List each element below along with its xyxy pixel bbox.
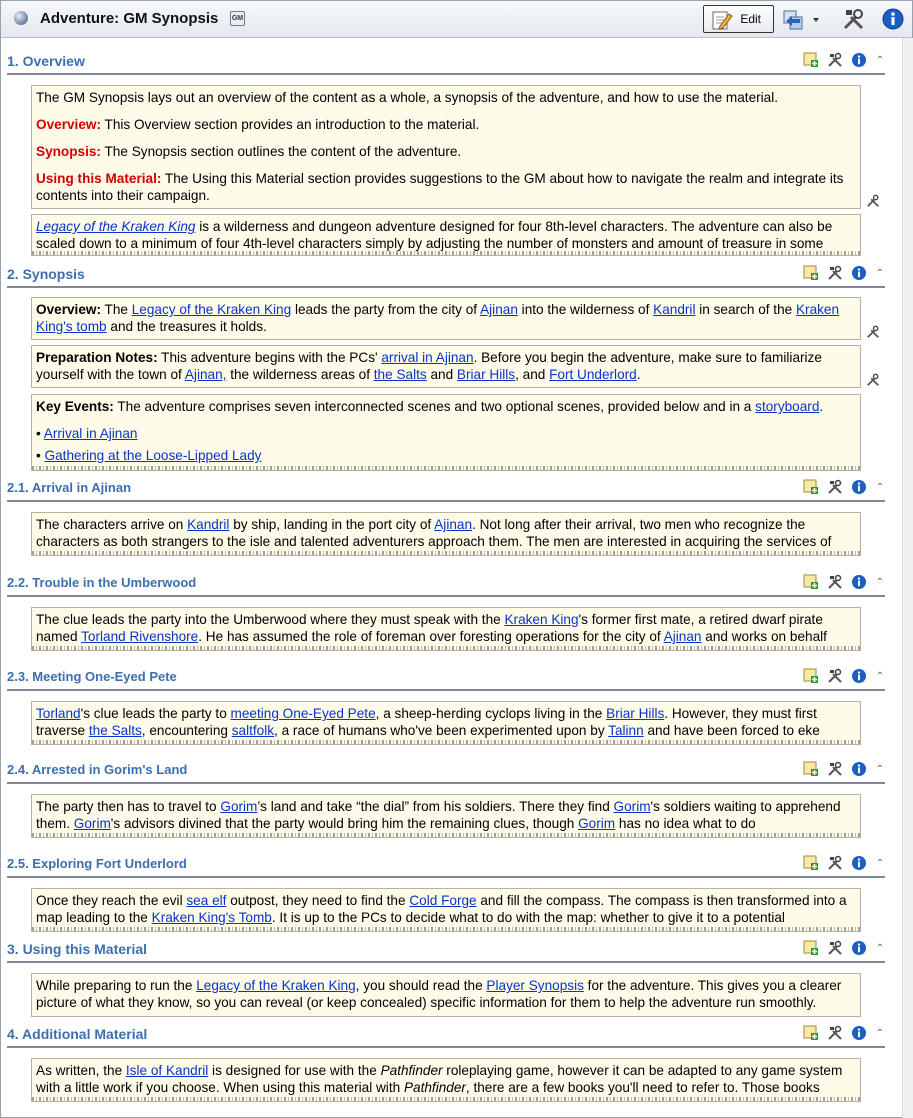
add-icon[interactable] [803,940,819,956]
overview-intro: The GM Synopsis lays out an overview of the content as a whole, a synopsis of the adventure, and how to use the material. [36,90,779,105]
text: . However, they must first traverse [36,706,817,738]
bullet-link[interactable]: Arrival in Ajinan [43,426,138,441]
additional-box [31,1058,861,1102]
info-icon[interactable] [851,479,867,495]
storyboard-link[interactable]: storyboard [755,399,820,414]
kandril-link[interactable]: Kandril [653,302,696,317]
info-icon[interactable] [851,574,867,590]
preparation-box [31,345,861,388]
synopsis-desc: The Synopsis section outlines the content of the adventure. [100,144,462,159]
text: , there are a few books you'll need to refer to. Those books [465,1080,820,1095]
gorim-link[interactable]: Gorim [578,816,616,831]
section-tools [803,1025,885,1041]
collapse-icon[interactable]: ⌃ [875,857,885,869]
tools-icon[interactable] [866,194,880,208]
text: The clue leads the party into the Umberwood where they must speak with the [36,612,505,627]
info-icon[interactable] [851,1025,867,1041]
ajinan-link[interactable]: Ajinan [480,302,518,317]
torland-link[interactable]: Torland Rivenshore [81,629,199,644]
salts-link[interactable]: the Salts [373,367,427,382]
section-title: 3. Using this Material [7,941,148,957]
saltfolk-link[interactable]: saltfolk [231,723,275,738]
text: . Before you begin the adventure, make sure to familiarize yourself with the town of [36,350,822,382]
torn-edge [32,551,860,556]
legacy-text: is a wilderness and dungeon adventure designed for four 8th-level characters. The adventure can also be scaled down to a minimum of four 4th-level characters simply by adjusting the number of monsters and amount of treasure in some [36,219,833,251]
text: 's advisors divined that the party would bring him the remaining clues, though [110,816,579,831]
kandril-link[interactable]: Kandril [187,517,230,532]
torn-edge [32,833,860,838]
legacy-link[interactable]: Legacy of the Kraken King [131,302,292,317]
text: The party then has to travel to [36,799,221,814]
section-header-synopsis[interactable] [7,266,885,288]
section-rule [7,876,885,878]
section-header-additional[interactable] [7,1026,885,1048]
section-rule [7,689,885,691]
pathfinder-text: Pathfinder [403,1080,466,1095]
overview-box [31,85,861,209]
legacy-box [31,214,861,256]
section-tools [803,855,885,871]
tools-icon[interactable] [866,325,880,339]
salts-link[interactable]: the Salts [88,723,142,738]
gm-badge-icon: GM [230,11,245,26]
list-item: • Arrival in Ajinan [36,426,138,441]
text: . Not long after their arrival, two men who recognize the characters as both strangers to the isle and talented adventurers approach them. The men are interested in acquiring the services of [36,517,832,549]
status-orb-icon[interactable] [14,11,28,25]
kraken-king-link[interactable]: Kraken King [504,612,579,627]
section-header-gorim[interactable] [7,762,885,784]
tools-icon[interactable] [827,668,843,684]
cold-forge-link[interactable]: Cold Forge [409,893,477,908]
player-synopsis-link[interactable]: Player Synopsis [486,978,584,993]
section-tools [803,52,885,68]
text: . It is up to the PCs to decide what to do with the map: whether to give it to a potential [271,910,785,925]
torn-edge [32,740,860,745]
talinn-link[interactable]: Talinn [608,723,644,738]
tools-icon[interactable] [827,761,843,777]
torn-edge [32,251,860,256]
briar-hills-link[interactable]: Briar Hills [456,367,516,382]
sea-elf-link[interactable]: sea elf [186,893,227,908]
key-events-box [31,394,861,471]
text: outpost, they need to find the [226,893,410,908]
info-icon[interactable] [851,668,867,684]
share-icon[interactable] [782,7,822,33]
torland-link[interactable]: Torland [36,706,81,721]
document-body [1,38,901,1118]
ajinan-link[interactable]: Ajinan [663,629,702,644]
title-bar [1,1,912,38]
vertical-scrollbar[interactable] [902,38,913,1118]
window-title: Adventure: GM Synopsis [40,10,219,27]
key-events-label: Key Events: [36,399,114,414]
section-title: 1. Overview [7,53,85,69]
text: , encountering [141,723,232,738]
text: 's soldiers waiting to apprehend them. [36,799,841,831]
tools-icon[interactable] [827,1025,843,1041]
text: and works on behalf [701,629,827,644]
text: is designed for use with the [208,1063,381,1078]
tools-icon[interactable] [827,940,843,956]
info-icon[interactable] [851,265,867,281]
text: for the adventure. This gives you a clearer picture of what they know, so you can reveal (or keep concealed) specific information for them to help the adventure run smoothly. [36,978,842,1010]
tools-icon[interactable] [827,855,843,871]
text: into the wilderness of [517,302,654,317]
fort-underlord-link[interactable]: Fort Underlord [549,367,637,382]
text: While preparing to run the [36,978,197,993]
section-rule [7,73,885,75]
section-header-pete[interactable] [7,669,885,691]
add-icon[interactable] [803,761,819,777]
info-icon[interactable] [851,940,867,956]
text: The [100,302,132,317]
section-tools [803,668,885,684]
section-title: 4. Additional Material [7,1026,148,1042]
info-icon[interactable] [851,52,867,68]
overview-desc: This Overview section provides an introduction to the material. [100,117,480,132]
kraken-tomb-link[interactable]: Kraken King's Tomb [151,910,272,925]
section-title: 2. Synopsis [7,266,85,282]
section-header-fort[interactable] [7,856,885,878]
preparation-label: Preparation Notes: [36,350,158,365]
add-icon[interactable] [803,479,819,495]
text: . He has assumed the role of foreman over foresting operations for the city of [198,629,664,644]
text: , a sheep-herding cyclops living in the [375,706,607,721]
pathfinder-text: Pathfinder [380,1063,443,1078]
synopsis-overview-label: Overview: [36,302,101,317]
bullet-link[interactable]: Gathering at the Loose-Lipped Lady [44,448,262,463]
section-tools [803,479,885,495]
text: , a race of humans who've been experimented upon by [274,723,609,738]
briar-hills-link[interactable]: Briar Hills [606,706,665,721]
overview-label: Overview: [36,117,101,132]
using-box [31,973,861,1017]
text: . [636,367,641,382]
legacy-link[interactable]: Legacy of the Kraken King [36,219,196,234]
text: , and [515,367,550,382]
tools-icon[interactable] [827,479,843,495]
text: 's clue leads the party to [80,706,231,721]
section-title: 2.2. Trouble in the Umberwood [7,575,197,590]
section-header-umberwood[interactable] [7,575,885,597]
arrival-link[interactable]: arrival in Ajinan [381,350,474,365]
add-icon[interactable] [803,668,819,684]
section-header-arrival[interactable] [7,480,885,502]
text: has no idea what to do [615,816,756,831]
edit-button[interactable] [703,5,774,33]
using-desc: The Using this Material section provides suggestions to the GM about how to navigate the realm and integrate its contents into their campaign. [36,171,844,203]
section-rule [7,286,885,288]
gorim-box [31,794,861,838]
text: As written, the [36,1063,126,1078]
text: and [426,367,457,382]
section-title: 2.4. Arrested in Gorim's Land [7,762,188,777]
section-tools [803,265,885,281]
section-rule [7,595,885,597]
text: . [819,399,824,414]
kraken-tomb-link[interactable]: Kraken King's tomb [36,302,840,334]
tools-icon[interactable] [827,265,843,281]
text: This adventure begins with the PCs' [157,350,382,365]
text: roleplaying game, however it can be adapted to any game system with a little work if you choose. When using this material with [36,1063,843,1095]
add-icon[interactable] [803,1025,819,1041]
section-header-using[interactable] [7,941,885,963]
add-icon[interactable] [803,52,819,68]
section-tools [803,940,885,956]
add-icon[interactable] [803,265,819,281]
torn-edge [32,466,860,471]
synopsis-label: Synopsis: [36,144,101,159]
text: , you should read the [355,978,487,993]
pete-box [31,701,861,745]
text: The characters arrive on [36,517,188,532]
info-icon[interactable] [881,7,905,31]
ajinan-link[interactable]: Ajinan [434,517,473,532]
list-item: • Gathering at the Loose-Lipped Lady [36,448,262,463]
pete-link[interactable]: meeting One-Eyed Pete [230,706,376,721]
gorim-link[interactable]: Gorim [613,799,651,814]
section-tools [803,761,885,777]
ajinan-link[interactable]: Ajinan, [184,367,227,382]
isle-of-kandril-link[interactable]: Isle of Kandril [125,1063,209,1078]
text: ’s land and take “the dial” from his soldiers. There they find [257,799,614,814]
section-title: 2.5. Exploring Fort Underlord [7,856,187,871]
section-header-overview[interactable] [7,53,885,75]
gorim-link[interactable]: Gorim [220,799,258,814]
tools-icon[interactable] [841,7,867,33]
legacy-link[interactable]: Legacy of the Kraken King [196,978,356,993]
collapse-icon[interactable]: ⌃ [875,481,885,493]
add-icon[interactable] [803,574,819,590]
collapse-icon[interactable]: ⌃ [875,267,885,279]
text: and have been forced to eke [643,723,820,738]
collapse-icon[interactable]: ⌃ [875,942,885,954]
using-label: Using this Material: [36,171,162,186]
tools-icon[interactable] [827,574,843,590]
text: and fill the compass. The compass is then transformed into a map leading to the [36,893,847,925]
section-title: 2.3. Meeting One-Eyed Pete [7,669,177,684]
gorim-link[interactable]: Gorim [73,816,111,831]
tools-icon[interactable] [866,373,880,387]
synopsis-overview-box [31,297,861,340]
arrival-box [31,512,861,556]
info-icon[interactable] [851,855,867,871]
collapse-icon[interactable]: ⌃ [875,763,885,775]
text: The adventure comprises seven interconnected scenes and two optional scenes, provided below and in a [113,399,756,414]
text: Once they reach the evil [36,893,187,908]
text: 's former first mate, a retired dwarf pirate named [36,612,823,644]
add-icon[interactable] [803,855,819,871]
edit-button-label: Edit [740,12,761,26]
section-tools [803,574,885,590]
section-title: 2.1. Arrival in Ajinan [7,480,132,495]
text: by ship, landing in the port city of [229,517,435,532]
section-rule [7,500,885,502]
fort-box [31,888,861,932]
text: the wilderness areas of [226,367,374,382]
torn-edge [32,1097,860,1102]
tools-icon[interactable] [827,52,843,68]
section-rule [7,961,885,963]
collapse-icon[interactable]: ⌃ [875,54,885,66]
text: in search of the [695,302,796,317]
section-rule [7,1046,885,1048]
text: and the treasures it holds. [106,319,267,334]
text: leads the party from the city of [291,302,481,317]
section-rule [7,782,885,784]
umberwood-box [31,607,861,651]
torn-edge [32,646,860,651]
collapse-icon[interactable]: ⌃ [875,576,885,588]
pencil-icon [711,9,733,31]
collapse-icon[interactable]: ⌃ [875,1027,885,1039]
collapse-icon[interactable]: ⌃ [875,670,885,682]
torn-edge [32,927,860,932]
info-icon[interactable] [851,761,867,777]
